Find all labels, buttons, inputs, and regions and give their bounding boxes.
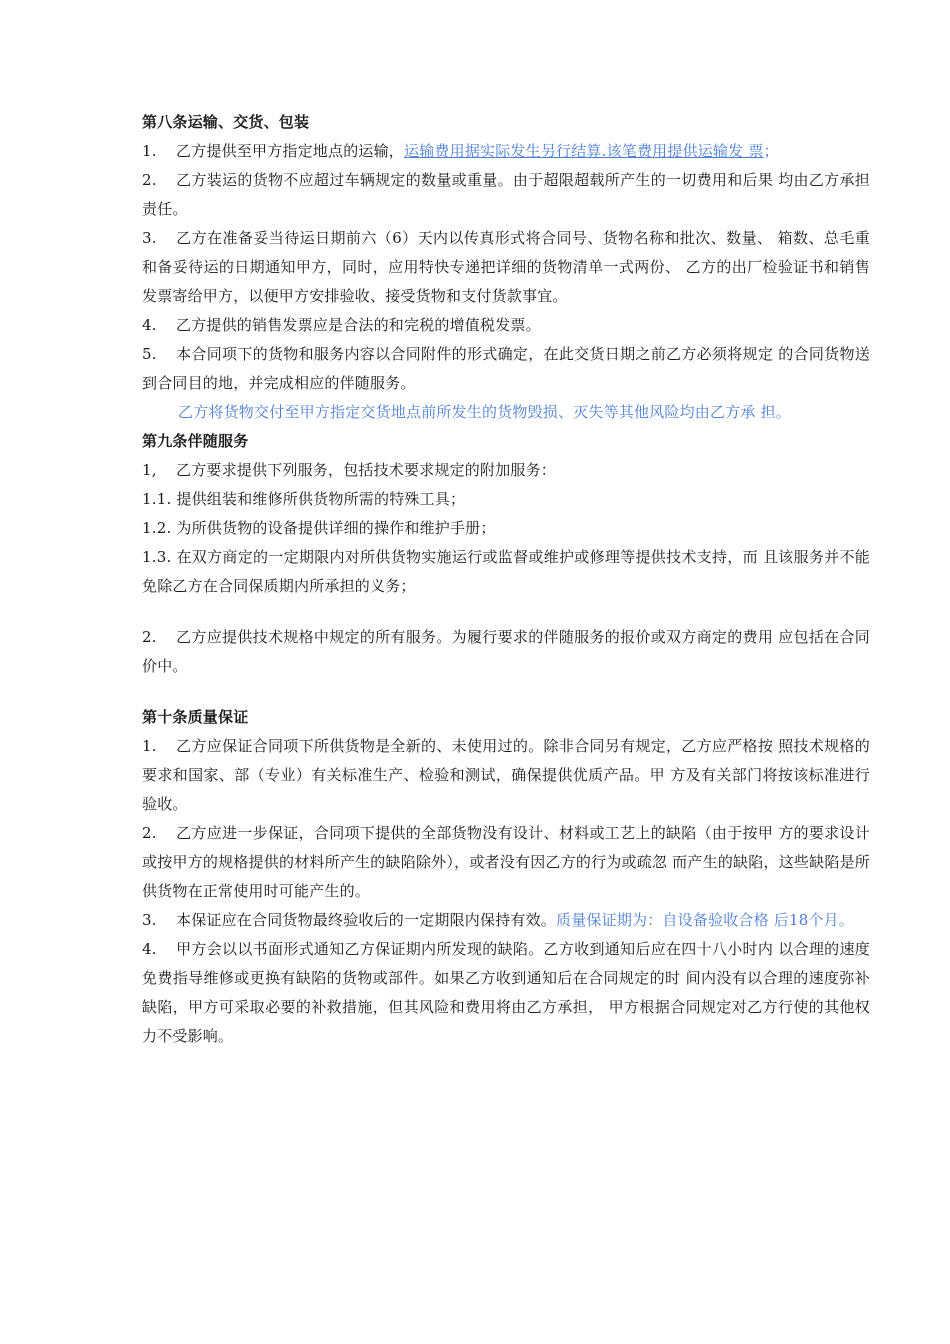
item-suffix: ； — [763, 142, 779, 160]
item-number: 1. — [142, 142, 157, 160]
section-10-item-4 — [142, 935, 870, 1051]
item-number: 1. — [142, 737, 157, 755]
item-text: 本保证应在合同货物最终验收后的一定期限内保持有效。 — [176, 911, 557, 929]
section-8-item-4 — [142, 311, 870, 340]
item-number: 3. — [142, 911, 157, 929]
section-10-item-1 — [142, 732, 870, 819]
section-8-title: 第八条运输、交货、包装 — [142, 113, 310, 131]
item-number: 5. — [142, 345, 157, 363]
section-8-item-2 — [142, 166, 870, 224]
item-text: 乙方装运的货物不应超过车辆规定的数量或重量。由于超限超载所产生的一切费用和后果 均由乙方承担责任。 — [142, 171, 870, 218]
item-text: 乙方提供的销售发票应是合法的和完税的增值税发票。 — [176, 316, 541, 334]
item-number: 4. — [142, 316, 157, 334]
section-10-title: 第十条质量保证 — [142, 708, 249, 726]
item-number: 2. — [142, 171, 157, 189]
item-text: 本合同项下的货物和服务内容以合同附件的形式确定，在此交货日期之前乙方必须将规定 的合同货物送到合同目的地，并完成相应的伴随服务。 — [142, 345, 870, 392]
item-text: 甲方会以以书面形式通知乙方保证期内所发现的缺陷。乙方收到通知后应在四十八小时内 以合理的速度免费指导维修或更换有缺陷的货物或部件。如果乙方收到通知后在合同规定的时 间内没有以合理的速度弥补缺陷，甲方可采取必要的补救措施，但其风险和费用将由乙方承担， 甲方根据合同规定对乙方行使的其他权力不受影响。 — [142, 940, 870, 1045]
section-9-sub-item-1: 1.1. 提供组装和维修所供货物所需的特殊工具； — [142, 490, 466, 508]
transport-fee-link[interactable]: 运输费用据实际发生另行结算.该笔费用提供运输发 票 — [404, 142, 764, 160]
item-text: 乙方应保证合同项下所供货物是全新的、未使用过的。除非合同另有规定，乙方应严格按 照技术规格的要求和国家、部（专业）有关标准生产、检验和测试，确保提供优质产品。甲 方及有关部门将按该标准进行验收。 — [142, 737, 870, 813]
item-text: 乙方要求提供下列服务，包括技术要求规定的附加服务： — [176, 461, 557, 479]
section-8-item-1 — [142, 137, 870, 166]
item-text: 乙方提供至甲方指定地点的运输， — [176, 142, 405, 160]
section-9-item-2 — [142, 623, 870, 681]
document-body — [142, 108, 870, 1051]
item-number: 1, — [142, 461, 157, 479]
risk-note: 乙方将货物交付至甲方指定交货地点前所发生的货物毁损、灭失等其他风险均由乙方承 担。 — [178, 403, 791, 421]
section-8-item-3 — [142, 224, 870, 311]
section-10-item-3 — [142, 906, 870, 935]
section-8-item-5 — [142, 340, 870, 398]
spacer — [142, 681, 870, 703]
item-number: 2. — [142, 824, 157, 842]
item-text: 乙方应进一步保证，合同项下提供的全部货物没有设计、材料或工艺上的缺陷（由于按甲 方的要求设计或按甲方的规格提供的材料所产生的缺陷除外），或者没有因乙方的行为或疏忽 而产生的缺陷，这些缺陷是所供货物在正常使用时可能产生的。 — [142, 824, 870, 900]
item-number: 2. — [142, 628, 157, 646]
item-text: 乙方应提供技术规格中规定的所有服务。为履行要求的伴随服务的报价或双方商定的费用 应包括在合同价中。 — [142, 628, 870, 675]
section-10-item-2 — [142, 819, 870, 906]
spacer — [142, 601, 870, 623]
item-number: 3. — [142, 229, 157, 247]
section-9-sub-item-3: 1.3. 在双方商定的一定期限内对所供货物实施运行或监督或维护或修理等提供技术支持，而 且该服务并不能免除乙方在合同保质期内所承担的义务； — [142, 548, 870, 595]
section-9-title: 第九条伴随服务 — [142, 432, 249, 450]
item-number: 4. — [142, 940, 157, 958]
item-text: 乙方在准备妥当待运日期前六（6）天内以传真形式将合同号、货物名称和批次、数量、 箱数、总毛重和备妥待运的日期通知甲方，同时，应用特快专递把详细的货物清单一式两份、 乙方的出厂检验证书和销售发票寄给甲方，以便甲方安排验收、接受货物和支付货款事宜。 — [142, 229, 870, 305]
section-9-sub-item-2: 1.2. 为所供货物的设备提供详细的操作和维护手册； — [142, 519, 496, 537]
section-9-item-1 — [142, 456, 870, 485]
warranty-period-note: 质量保证期为：自设备验收合格 后18个月。 — [556, 911, 855, 929]
